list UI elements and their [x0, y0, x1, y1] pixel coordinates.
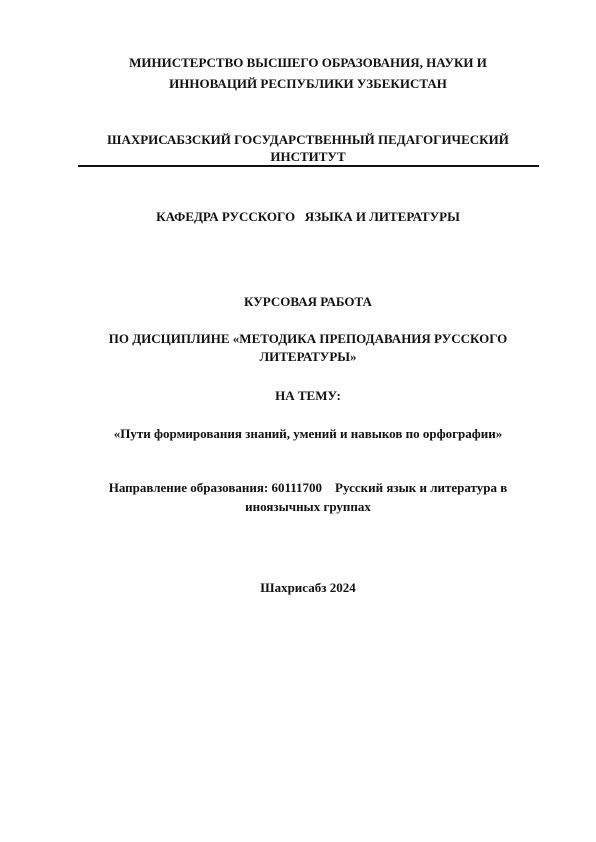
institute-line-1: ШАХРИСАБЗСКИЙ ГОСУДАРСТВЕННЫЙ ПЕДАГОГИЧЕСКИЙ: [107, 132, 509, 147]
topic-label: НА ТЕМУ:: [275, 388, 341, 403]
department-name: КАФЕДРА РУССКОГО ЯЗЫКА И ЛИТЕРАТУРЫ: [156, 209, 460, 224]
ministry-line-1: МИНИСТЕРСТВО ВЫСШЕГО ОБРАЗОВАНИЯ, НАУКИ И: [129, 55, 487, 70]
discipline-line-1: ПО ДИСЦИПЛИНЕ «МЕТОДИКА ПРЕПОДАВАНИЯ РУССКОГО: [108, 331, 508, 346]
place-year: Шахрисабз 2024: [260, 580, 356, 595]
topic-title: «Пути формирования знаний, умений и навыков по орфографии»: [113, 426, 503, 441]
ministry-line-2: ИННОВАЦИЙ РЕСПУБЛИКИ УЗБЕКИСТАН: [169, 76, 447, 91]
discipline-line-2: ЛИТЕРАТУРЫ»: [259, 349, 357, 364]
header-divider: [78, 165, 539, 167]
direction-line-2: иноязычных группах: [245, 499, 371, 514]
direction-line-1: Направление образования: 60111700 Русский язык и литература в: [108, 480, 508, 495]
work-type: КУРСОВАЯ РАБОТА: [244, 294, 372, 309]
institute-line-2: ИНСТИТУТ: [270, 149, 346, 164]
